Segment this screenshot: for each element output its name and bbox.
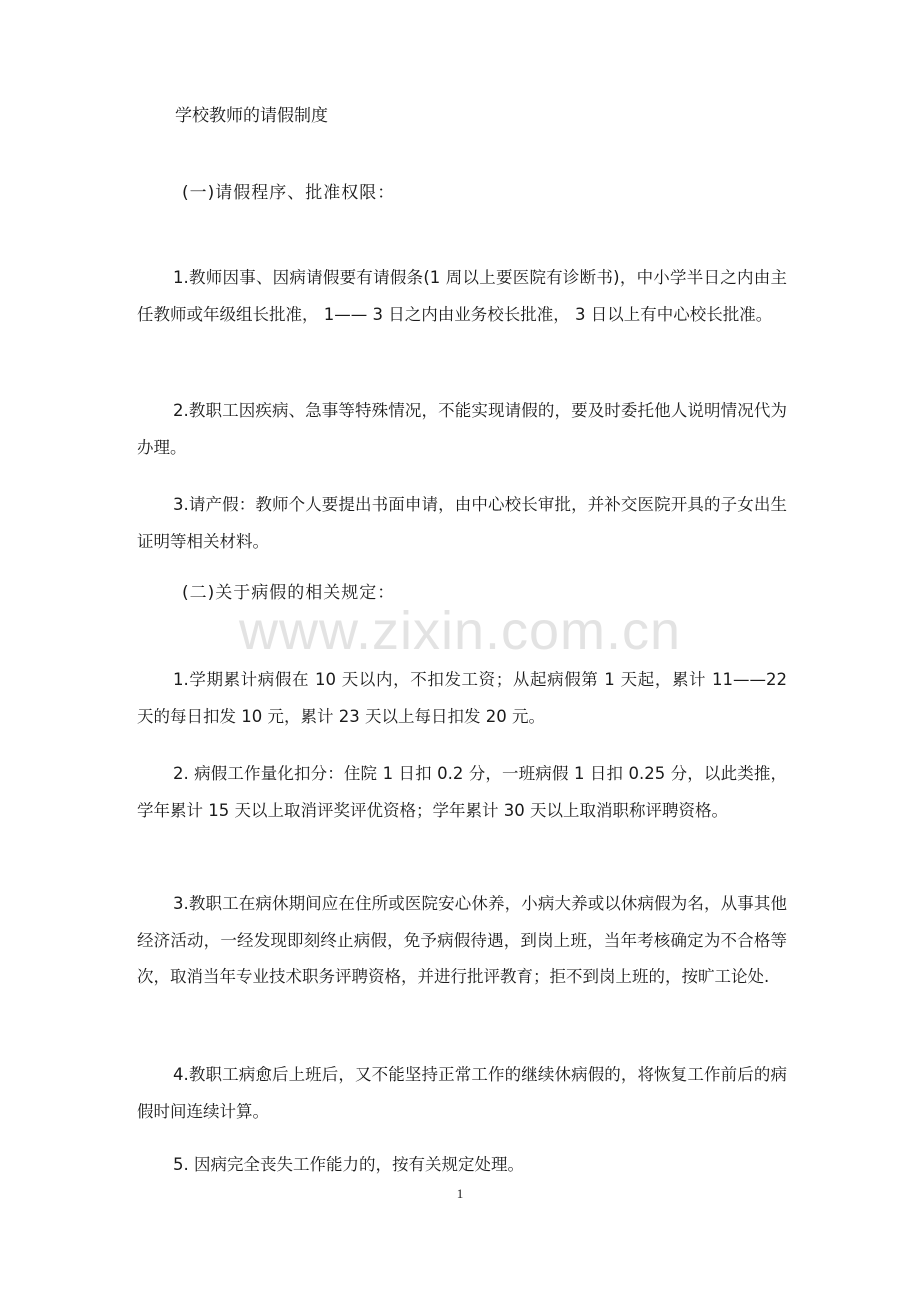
section-heading-2: (二)关于病假的相关规定： xyxy=(182,583,396,603)
paragraph-2-5: 5. 因病完全丧失工作能力的，按有关规定处理。 xyxy=(173,1155,524,1174)
paragraph-2-4: 4.教职工病愈后上班后，又不能坚持正常工作的继续休病假的，将恢复工作前后的病假时间连续计算。 xyxy=(137,1065,787,1121)
document-title: 学校教师的请假制度 xyxy=(175,106,328,126)
paragraph-1-1: 1.教师因事、因病请假要有请假条(1 周以上要医院有诊断书)，中小学半日之内由主任教师或年级组长批准， 1—— 3 日之内由业务校长批准， 3 日以上有中心校长批准。 xyxy=(137,268,787,324)
paragraph-2-3: 3.教职工在病休期间应在住所或医院安心休养，小病大养或以休病假为名，从事其他经济活动，一经发现即刻终止病假，免予病假待遇，到岗上班，当年考核确定为不合格等次，取消当年专业技术职务评聘资格，并进行批评教育；拒不到岗上班的，按旷工论处. xyxy=(137,894,787,986)
paragraph-2-1: 1.学期累计病假在 10 天以内，不扣发工资；从起病假第 1 天起，累计 11——22 天的每日扣发 10 元，累计 23 天以上每日扣发 20 元。 xyxy=(137,670,787,726)
section-heading-1: (一)请假程序、批准权限： xyxy=(182,183,396,203)
paragraph-1-2: 2.教职工因疾病、急事等特殊情况，不能实现请假的，要及时委托他人说明情况代为办理。 xyxy=(137,401,787,457)
watermark: www.zixin.com.cn xyxy=(238,601,682,661)
page-number: 1 xyxy=(456,1186,464,1201)
paragraph-1-3: 3.请产假：教师个人要提出书面申请，由中心校长审批，并补交医院开具的子女出生证明等相关材料。 xyxy=(137,495,787,551)
paragraph-2-2: 2. 病假工作量化扣分：住院 1 日扣 0.2 分，一班病假 1 日扣 0.25 分，以此类推，学年累计 15 天以上取消评奖评优资格；学年累计 30 天以上取消职称评聘资格。 xyxy=(137,764,787,820)
